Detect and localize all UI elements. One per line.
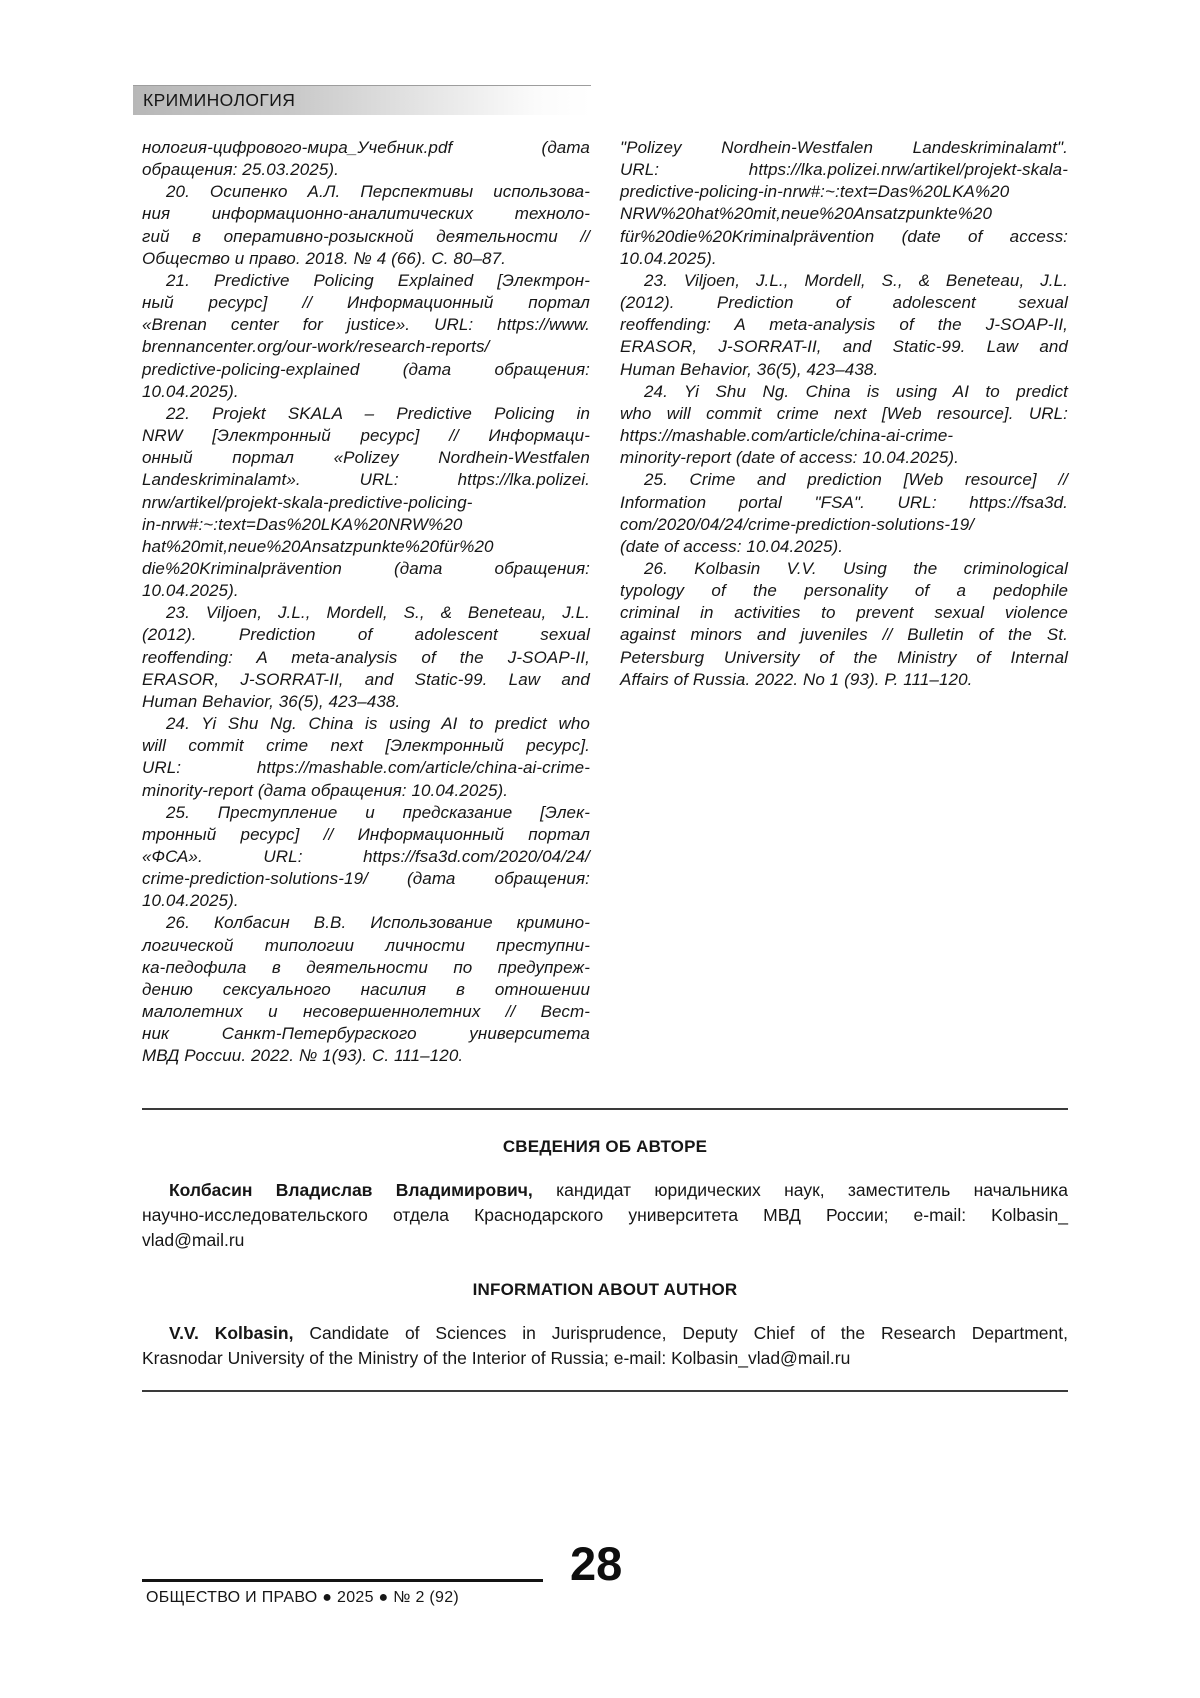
- author-info-en: [142, 1321, 1068, 1371]
- reference-line: typology of the personality of a pedophile: [620, 581, 1068, 601]
- reference-line: тронный ресурс] // Информационный портал: [142, 824, 590, 844]
- reference-line: minority-report (дата обращения: 10.04.2025).: [142, 780, 509, 800]
- reference-line: URL: https://mashable.com/article/china-ai-crime-: [142, 758, 590, 778]
- reference-line: Human Behavior, 36(5), 423–438.: [142, 691, 401, 711]
- reference-line: нология-цифрового-мира_Учебник.pdf (дата: [142, 138, 590, 157]
- reference-line: "Polizey Nordhein-Westfalen Landeskriminalamt".: [620, 138, 1068, 157]
- reference-line: Petersburg University of the Ministry of Internal: [620, 647, 1068, 667]
- reference-line: reoffending: A meta-analysis of the J-SOAP-II,: [620, 315, 1068, 335]
- reference-line: 23. Viljoen, J.L., Mordell, S., & Beneteau, J.L.: [644, 270, 1068, 290]
- author-info-ru-line2: научно-исследовательского отдела Краснодарского университета МВД России; e-mail: Kolbasin_: [142, 1204, 1068, 1225]
- reference-item: [142, 270, 590, 403]
- reference-line: 26. Колбасин В.В. Использование кримино-: [166, 913, 590, 933]
- footer-row: [142, 1537, 1068, 1590]
- reference-line: ный ресурс] // Информационный портал: [142, 293, 590, 313]
- reference-item: [142, 403, 590, 602]
- reference-line: für%20die%20Kriminalprävention (date of access:: [620, 226, 1068, 246]
- reference-line: ния информационно-аналитических техноло-: [142, 204, 590, 224]
- reference-line: 10.04.2025).: [142, 581, 239, 601]
- author-info-heading-ru: СВЕДЕНИЯ ОБ АВТОРЕ: [502, 1136, 708, 1156]
- reference-line: predictive-policing-explained (дата обращения:: [142, 359, 590, 379]
- reference-line: обращения: 25.03.2025).: [142, 160, 339, 180]
- page-number: 28: [570, 1537, 623, 1590]
- reference-line: minority-report (date of access: 10.04.2025).: [620, 448, 959, 468]
- author-details-en: Candidate of Sciences in Jurisprudence, Deputy Chief of the Research Department,: [293, 1322, 1068, 1343]
- reference-line: 21. Predictive Policing Explained [Электрон-: [166, 270, 590, 290]
- reference-item: [142, 181, 590, 270]
- section-label: КРИМИНОЛОГИЯ: [143, 90, 296, 110]
- reference-line: «ФСА». URL: https://fsa3d.com/2020/04/24/: [142, 847, 590, 866]
- author-info-en-line2: Krasnodar University of the Ministry of the Interior of Russia; e-mail: Kolbasin_vlad@mail.ru: [142, 1347, 851, 1368]
- reference-item: [142, 137, 590, 181]
- author-info-ru: [142, 1178, 1068, 1253]
- reference-item: [620, 469, 1068, 558]
- reference-line: дению сексуального насилия в отношении: [142, 979, 590, 999]
- reference-line: 25. Crime and prediction [Web resource] //: [644, 470, 1068, 490]
- reference-line: com/2020/04/24/crime-prediction-solutions-19/: [620, 514, 975, 534]
- reference-line: МВД России. 2022. № 1(93). С. 111–120.: [142, 1046, 464, 1066]
- reference-line: 22. Projekt SKALA – Predictive Policing in: [166, 403, 590, 423]
- reference-line: ка-педофила в деятельности по предупреж-: [142, 957, 590, 977]
- reference-line: малолетних и несовершеннолетних // Вест-: [142, 1002, 590, 1022]
- reference-line: who will commit crime next [Web resource]. URL:: [620, 403, 1068, 423]
- author-name-ru: Колбасин Владислав Владимирович,: [169, 1179, 533, 1200]
- reference-line: NRW%20hat%20mit,neue%20Ansatzpunkte%20: [620, 204, 993, 224]
- reference-item: [620, 381, 1068, 470]
- author-info-en-line1: [142, 1321, 1068, 1346]
- reference-item: [620, 270, 1068, 381]
- reference-line: https://mashable.com/article/china-ai-crime-: [620, 426, 954, 446]
- reference-line: 10.04.2025).: [142, 891, 239, 911]
- author-info-ru-line1: [142, 1178, 1068, 1203]
- footer-rule: [142, 1579, 543, 1582]
- reference-line: 23. Viljoen, J.L., Mordell, S., & Beneteau, J.L.: [166, 603, 590, 623]
- reference-line: 26. Kolbasin V.V. Using the criminological: [644, 558, 1068, 578]
- reference-line: predictive-policing-in-nrw#:~:text=Das%20LKA%20: [620, 182, 1010, 202]
- page-footer: [142, 1537, 1068, 1607]
- reference-item: [142, 713, 590, 802]
- author-info-ru-line3: vlad@mail.ru: [142, 1229, 245, 1250]
- reference-line: Landeskriminalamt». URL: https://lka.polizei.: [142, 470, 590, 490]
- divider-above-author-info: [142, 1108, 1068, 1110]
- page-content: [142, 137, 1068, 1392]
- reference-line: 10.04.2025).: [620, 248, 717, 268]
- author-details-ru: кандидат юридических наук, заместитель начальника: [532, 1179, 1068, 1200]
- journal-issue-line: ОБЩЕСТВО И ПРАВО ● 2025 ● № 2 (92): [146, 1588, 460, 1606]
- reference-line: reoffending: A meta-analysis of the J-SOAP-II,: [142, 647, 590, 667]
- reference-line: 10.04.2025).: [142, 381, 239, 401]
- reference-line: criminal in activities to prevent sexual violence: [620, 603, 1068, 623]
- reference-line: will commit crime next [Электронный ресурс].: [142, 736, 590, 756]
- reference-line: NRW [Электронный ресурс] // Информаци-: [142, 426, 590, 446]
- reference-line: brennancenter.org/our-work/research-reports/: [142, 337, 490, 357]
- reference-item: [620, 558, 1068, 691]
- author-name-en: V.V. Kolbasin,: [169, 1322, 294, 1343]
- references-columns: [142, 137, 1068, 1068]
- divider-below-author-info: [142, 1390, 1068, 1392]
- author-info-heading-en: INFORMATION ABOUT AUTHOR: [472, 1279, 738, 1299]
- reference-line: онный портал «Polizey Nordhein-Westfalen: [142, 448, 590, 468]
- reference-line: (2012). Prediction of adolescent sexual: [620, 293, 1068, 313]
- reference-item: [142, 912, 590, 1067]
- references-left-column: [142, 137, 590, 1068]
- reference-line: URL: https://lka.polizei.nrw/artikel/projekt-skala-: [620, 160, 1068, 180]
- reference-line: «Brenan center for justice». URL: https://www.: [142, 315, 590, 335]
- reference-line: гий в оперативно-розыскной деятельности //: [142, 226, 590, 246]
- reference-item: [142, 602, 590, 713]
- reference-line: Общество и право. 2018. № 4 (66). С. 80–87.: [142, 248, 506, 268]
- section-header-bar: [133, 85, 591, 115]
- reference-line: логической типологии личности преступни-: [142, 935, 590, 955]
- reference-line: ERASOR, J-SORRAT-II, and Static-99. Law and: [620, 337, 1068, 357]
- reference-line: Affairs of Russia. 2022. No 1 (93). P. 111–120.: [620, 669, 973, 689]
- reference-line: 24. Yi Shu Ng. China is using AI to predict: [644, 381, 1068, 401]
- reference-line: (2012). Prediction of adolescent sexual: [142, 625, 590, 645]
- reference-line: ERASOR, J-SORRAT-II, and Static-99. Law and: [142, 669, 590, 689]
- reference-line: crime-prediction-solutions-19/ (дата обращения:: [142, 869, 590, 889]
- reference-line: in-nrw#:~:text=Das%20LKA%20NRW%20: [142, 514, 463, 534]
- reference-line: (date of access: 10.04.2025).: [620, 536, 844, 556]
- reference-line: ник Санкт-Петербургского университета: [142, 1024, 590, 1044]
- references-right-column: [620, 137, 1068, 1068]
- reference-line: 25. Преступление и предсказание [Элек-: [166, 802, 590, 822]
- reference-line: nrw/artikel/projekt-skala-predictive-policing-: [142, 492, 473, 512]
- reference-item: [620, 137, 1068, 270]
- reference-line: 20. Осипенко А.Л. Перспективы использова-: [166, 182, 590, 202]
- reference-line: Human Behavior, 36(5), 423–438.: [620, 359, 879, 379]
- reference-line: 24. Yi Shu Ng. China is using AI to predict who: [166, 714, 590, 734]
- reference-item: [142, 802, 590, 913]
- reference-line: Information portal "FSA". URL: https://fsa3d.: [620, 492, 1068, 512]
- reference-line: die%20Kriminalprävention (дата обращения:: [142, 558, 590, 578]
- reference-line: hat%20mit,neue%20Ansatzpunkte%20für%20: [142, 536, 494, 556]
- reference-line: against minors and juveniles // Bulletin of the St.: [620, 625, 1068, 645]
